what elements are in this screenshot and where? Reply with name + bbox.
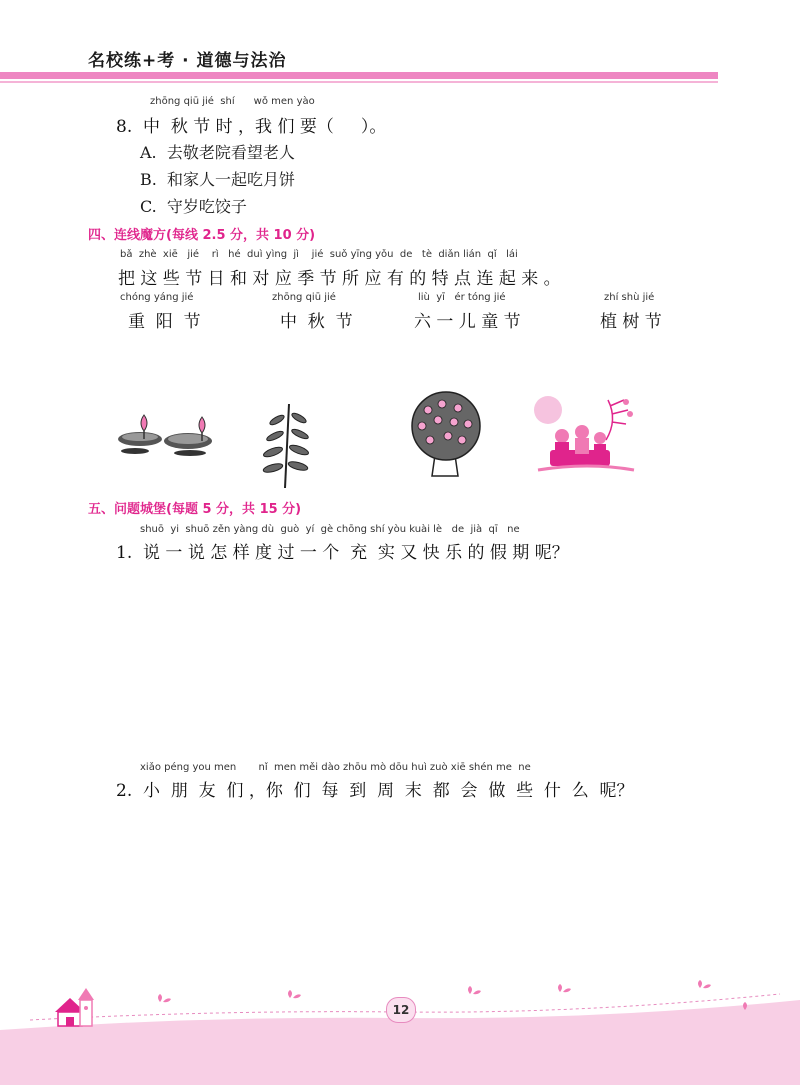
- book-header-title: 名校练+考 · 道德与法治: [88, 51, 287, 71]
- q8-option-b: B. 和家人一起吃月饼: [140, 170, 296, 189]
- festival-3-name: 六 一 儿 童 节: [414, 312, 521, 332]
- q2-text: 2. 小 朋 友 们 ，你 们 每 到 周 末 都 会 做 些 什 么 呢？: [116, 781, 634, 801]
- house-icon: [55, 988, 94, 1026]
- festival-2-name: 中 秋 节: [280, 312, 353, 332]
- festival-4-name: 植 树 节: [600, 312, 662, 332]
- q8-pinyin: zhōng qiū jié shí wǒ men yào: [150, 96, 315, 107]
- footer-decoration: [0, 980, 800, 1085]
- family-moon-picture: [528, 392, 638, 477]
- section4-title: 四、连线魔方(每线 2.5 分，共 10 分): [88, 228, 316, 243]
- page-number: 12: [386, 997, 416, 1023]
- festival-1-pinyin: chóng yáng jié: [120, 292, 194, 303]
- section4-instruction: 把 这 些 节 日 和 对 应 季 节 所 应 有 的 特 点 连 起 来 。: [118, 269, 561, 289]
- q8-text: 8. 中 秋 节 时 ，我 们 要（ ）。: [116, 117, 387, 137]
- q1-pinyin: shuō yi shuō zěn yàng dù guò yí gè chōng shí yòu kuài lè de jià qī ne: [140, 524, 520, 535]
- header-stripe: [0, 72, 718, 79]
- section4-pinyin: bǎ zhè xiē jié rì hé duì yìng jì jié suǒ yīng yǒu de tè diǎn lián qǐ lái: [120, 249, 518, 260]
- q2-pinyin: xiǎo péng you men nǐ men měi dào zhōu mò dōu huì zuò xiē shén me ne: [140, 762, 531, 773]
- festival-4-pinyin: zhí shù jié: [604, 292, 655, 303]
- festival-1-name: 重 阳 节: [128, 312, 201, 332]
- festival-3-pinyin: liù yī ér tóng jié: [418, 292, 506, 303]
- q8-option-c: C. 守岁吃饺子: [140, 197, 247, 216]
- header-stripe-thin: [0, 81, 718, 83]
- lotus-pond-picture: [110, 405, 220, 465]
- fruit-tree-picture: [402, 390, 492, 480]
- q1-text: 1. 说 一 说 怎 样 度 过 一 个 充 实 又 快 乐 的 假 期 呢？: [116, 543, 569, 563]
- section5-title: 五、问题城堡(每题 5 分，共 15 分): [88, 502, 302, 517]
- growing-plant-picture: [255, 400, 315, 490]
- q8-option-a: A. 去敬老院看望老人: [140, 143, 295, 162]
- festival-2-pinyin: zhōng qiū jié: [272, 292, 336, 303]
